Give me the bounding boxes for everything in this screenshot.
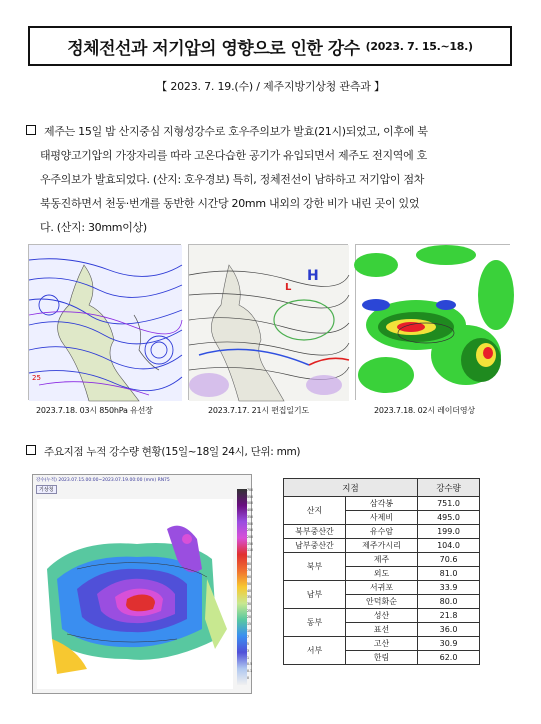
legend-tick: 5 xyxy=(247,642,250,647)
rainfall-table-body xyxy=(284,497,480,665)
region-cell: 남부 xyxy=(284,581,346,609)
legend-tick: 15 xyxy=(247,622,252,627)
col-amount-header: 강수량 xyxy=(418,479,480,497)
legend-tick: 70 xyxy=(247,568,252,573)
table-row xyxy=(284,497,480,511)
legend-tick: 60 xyxy=(247,575,252,580)
amount-cell: 199.0 xyxy=(418,525,480,539)
issuer-line: 【 2023. 7. 19.(수) / 제주지방기상청 관측과 】 xyxy=(156,80,385,93)
table-row xyxy=(284,637,480,651)
legend-ticks xyxy=(247,487,263,683)
region-cell: 북부중산간 xyxy=(284,525,346,539)
col-station-header: 지점 xyxy=(284,479,418,497)
legend-tick: 200 xyxy=(247,534,254,539)
legend-tick: 35 xyxy=(247,595,252,600)
legend-tick: 20 xyxy=(247,615,252,620)
page-title: 정체전선과 저기압의 영향으로 인한 강수 xyxy=(67,38,360,59)
station-cell: 한림 xyxy=(345,651,417,665)
region-cell: 동부 xyxy=(284,609,346,637)
amount-cell: 70.6 xyxy=(418,553,480,567)
amount-cell: 30.9 xyxy=(418,637,480,651)
legend-tick: 110 xyxy=(247,548,254,553)
legend-tick: 350 xyxy=(247,514,254,519)
legend-tick: 0.5 xyxy=(247,662,253,667)
amount-cell: 81.0 xyxy=(418,567,480,581)
rainfall-accumulation-map xyxy=(32,474,252,694)
summary-line: 다. (산지: 30mm이상) xyxy=(40,221,147,234)
legend-tick: 400 xyxy=(247,508,254,513)
amount-cell: 104.0 xyxy=(418,539,480,553)
summary-line: 제주는 15일 밤 산지중심 지형성강수로 호우주의보가 발효(21시)되었고, 이후에 북 xyxy=(26,120,518,144)
station-cell: 표선 xyxy=(345,623,417,637)
rainfall-table xyxy=(283,478,480,665)
legend-tick: 10 xyxy=(247,628,252,633)
station-cell: 외도 xyxy=(345,567,417,581)
map-button[interactable]: 기상청 xyxy=(36,485,57,494)
legend-tick: 40 xyxy=(247,588,252,593)
station-cell: 유수암 xyxy=(345,525,417,539)
region-cell: 남부중산간 xyxy=(284,539,346,553)
station-cell: 안덕화순 xyxy=(345,595,417,609)
title-date-range: (2023. 7. 15.~18.) xyxy=(365,39,473,53)
amount-cell: 495.0 xyxy=(418,511,480,525)
station-cell: 삼각봉 xyxy=(345,497,417,511)
svg-text:L: L xyxy=(285,282,292,293)
figure-caption-radar: 2023.7.18. 02시 레이더영상 xyxy=(374,406,475,415)
legend-tick: 3 xyxy=(247,648,250,653)
station-cell: 제주 xyxy=(345,553,417,567)
surface-chart-graphic xyxy=(189,245,349,401)
radar-image xyxy=(355,244,510,400)
rainfall-contour-graphic xyxy=(37,499,233,689)
legend-tick: 150 xyxy=(247,541,254,546)
table-row xyxy=(284,553,480,567)
region-cell: 산지 xyxy=(284,497,346,525)
legend-tick: 300 xyxy=(247,521,254,526)
legend-tick: 90 xyxy=(247,555,252,560)
amount-cell: 21.8 xyxy=(418,609,480,623)
station-cell: 제주가시리 xyxy=(345,539,417,553)
summary-line: 태평양고기압의 가장자리를 따라 고온다습한 공기가 유입되면서 제주도 전지역에 호 xyxy=(40,149,427,162)
bullet-box-icon xyxy=(26,445,36,455)
radar-graphic xyxy=(356,245,511,401)
svg-text:25: 25 xyxy=(32,374,41,382)
region-cell: 북부 xyxy=(284,553,346,581)
amount-cell: 62.0 xyxy=(418,651,480,665)
figure-caption-surface: 2023.7.17. 21시 편집일기도 xyxy=(208,406,309,415)
streamline-graphic xyxy=(29,245,182,401)
amount-cell: 36.0 xyxy=(418,623,480,637)
legend-tick: 550 xyxy=(247,494,254,499)
table-row xyxy=(284,525,480,539)
legend-colorbar xyxy=(237,489,247,685)
legend-tick: 7 xyxy=(247,635,250,640)
title-box xyxy=(28,26,512,66)
map-header-text: 강수(누적) 2023.07.15.00:00~2023.07.19.00:00 (mm) RN75 xyxy=(36,478,170,483)
legend-tick: 700 xyxy=(247,488,254,492)
table-row xyxy=(284,539,480,553)
summary-paragraph xyxy=(26,120,518,240)
streamline-850hpa-map xyxy=(28,244,181,400)
legend-tick: 500 xyxy=(247,501,254,506)
region-cell: 서부 xyxy=(284,637,346,665)
station-cell: 서귀포 xyxy=(345,581,417,595)
legend-tick: 0 xyxy=(247,675,250,680)
rainfall-section-heading: 주요지점 누적 강수량 현황(15일~18일 24시, 단위: mm) xyxy=(26,444,300,459)
summary-line: 북동진하면서 천둥·번개를 동반한 시간당 20mm 내외의 강한 비가 내린 곳이 있었 xyxy=(40,197,420,210)
summary-line: 우주의보가 발효되었다. (산지: 호우경보) 특히, 정체전선이 남하하고 저기압이 점차 xyxy=(40,173,425,186)
amount-cell: 751.0 xyxy=(418,497,480,511)
amount-cell: 33.9 xyxy=(418,581,480,595)
svg-text:H: H xyxy=(307,268,319,284)
station-cell: 성산 xyxy=(345,609,417,623)
surface-analysis-map xyxy=(188,244,348,400)
amount-cell: 80.0 xyxy=(418,595,480,609)
legend-tick: 1 xyxy=(247,655,250,660)
figure-caption-streamline: 2023.7.18. 03시 850hPa 유선장 xyxy=(36,406,153,415)
table-row xyxy=(284,581,480,595)
legend-tick: 25 xyxy=(247,608,252,613)
station-cell: 고산 xyxy=(345,637,417,651)
legend-tick: 50 xyxy=(247,581,252,586)
bullet-box-icon xyxy=(26,125,36,135)
table-row xyxy=(284,609,480,623)
legend-tick: 250 xyxy=(247,528,254,533)
legend-tick: 30 xyxy=(247,601,252,606)
station-cell: 사제비 xyxy=(345,511,417,525)
legend-tick: 0.1 xyxy=(247,668,253,673)
legend-tick: 80 xyxy=(247,561,252,566)
